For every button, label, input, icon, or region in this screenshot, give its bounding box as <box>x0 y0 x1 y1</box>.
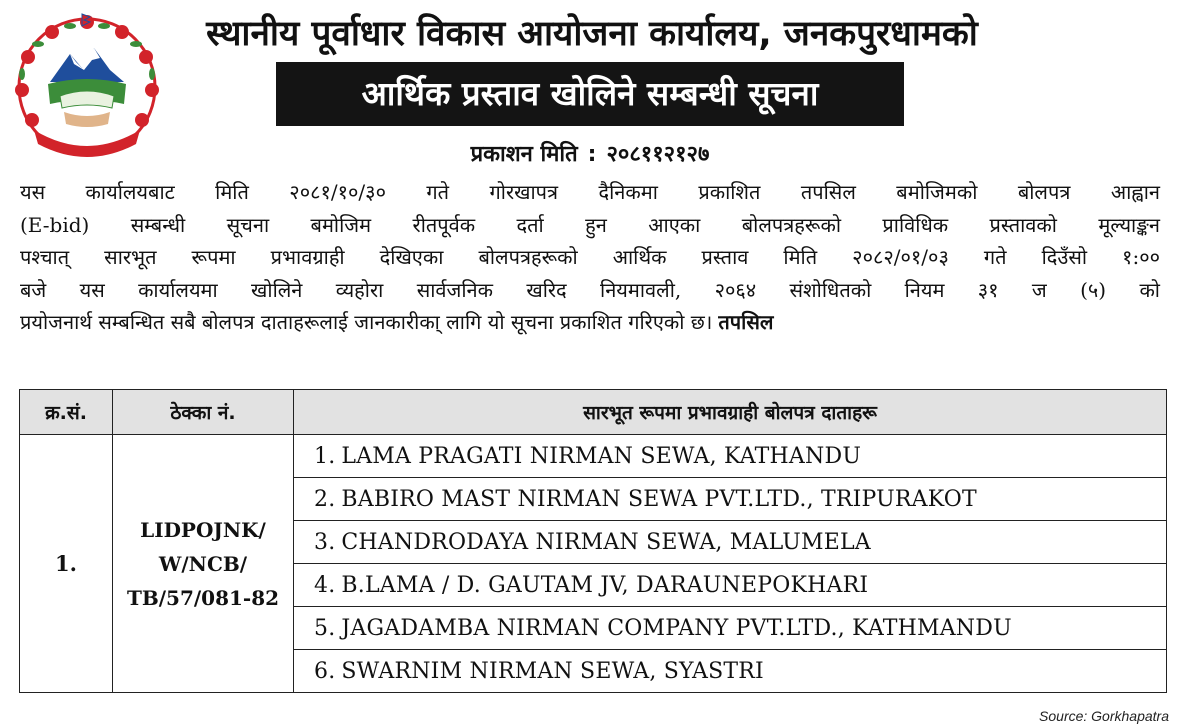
header-bidders: सारभूत रूपमा प्रभावग्राही बोलपत्र दाताहरू <box>294 390 1167 435</box>
publication-date-line <box>300 136 880 174</box>
bidder-number: 1. <box>314 443 336 469</box>
tapasil-label: तपसिल <box>718 310 774 334</box>
bidder-number: 6. <box>314 658 336 684</box>
bidder-number: 3. <box>314 529 336 555</box>
contract-number <box>113 435 294 693</box>
body-line: पश्चात् सारभूत रूपमा प्रभावग्राही देखिएका बोलपत्रहरूको आर्थिक प्रस्ताव मिति २०८२/०१/०३ गते दिउँसो १:०० <box>20 245 1160 269</box>
header-sn: क्र.सं. <box>20 390 113 435</box>
bidder-number: 2. <box>314 486 336 512</box>
bidder-number: 4. <box>314 572 336 598</box>
bidder-name: SWARNIM NIRMAN SEWA, SYASTRI <box>341 658 764 684</box>
contract-line: TB/57/081-82 <box>126 585 280 610</box>
notice-body <box>20 176 1160 339</box>
header-contract-no: ठेक्का नं. <box>113 390 294 435</box>
bidder-name: CHANDRODAYA NIRMAN SEWA, MALUMELA <box>341 529 871 555</box>
source-credit: Source: Gorkhapatra <box>1039 708 1169 724</box>
body-line: बजे यस कार्यालयमा खोलिने व्यहोरा सार्वजनिक खरिद नियमावली, २०६४ संशोधितको नियम ३१ ज (५) को <box>20 277 1160 302</box>
row-sn: 1. <box>20 435 113 693</box>
table-row <box>20 435 1167 478</box>
notice-title-banner: आर्थिक प्रस्ताव खोलिने सम्बन्धी सूचना <box>276 62 904 126</box>
bidders-table <box>19 389 1167 693</box>
office-title: स्थानीय पूर्वाधार विकास आयोजना कार्यालय, जनकपुरधामको <box>206 14 978 54</box>
body-line-last <box>20 306 1160 339</box>
bidder-name: B.LAMA / D. GAUTAM JV, DARAUNEPOKHARI <box>341 572 869 598</box>
body-line: यस कार्यालयबाट मिति २०८१/१०/३० गते गोरखापत्र दैनिकमा प्रकाशित तपसिल बमोजिमको बोलपत्र आह्वान <box>20 180 1160 204</box>
bidder-name: JAGADAMBA NIRMAN COMPANY PVT.LTD., KATHMANDU <box>341 615 1012 641</box>
bidder-item <box>294 650 1167 693</box>
colon-separator: : <box>587 142 597 167</box>
contract-line: LIDPOJNK/ <box>140 517 266 542</box>
bidder-item <box>294 478 1167 521</box>
body-line: (E-bid) सम्बन्धी सूचना बमोजिम रीतपूर्वक दर्ता हुन आएका बोलपत्रहरूको प्राविधिक प्रस्तावको मूल्याङ्कन <box>20 212 1160 237</box>
bidder-name: LAMA PRAGATI NIRMAN SEWA, KATHANDU <box>341 443 862 469</box>
table-header-row <box>20 390 1167 435</box>
contract-line: W/NCB/ <box>158 551 248 576</box>
bidder-item <box>294 435 1167 478</box>
nepal-emblem-icon <box>12 12 162 162</box>
body-line: प्रयोजनार्थ सम्बन्धित सबै बोलपत्र दाताहरूलाई जानकारीका् लागि यो सूचना प्रकाशित गरिएको छ। <box>20 310 713 334</box>
bidder-item <box>294 521 1167 564</box>
bidder-number: 5. <box>314 615 336 641</box>
bidder-item <box>294 564 1167 607</box>
bidder-name: BABIRO MAST NIRMAN SEWA PVT.LTD., TRIPURAKOT <box>341 486 977 512</box>
publication-date-label: प्रकाशन मिति <box>470 142 578 167</box>
publication-date-value: २०८११२१२७ <box>606 142 710 167</box>
bidder-item <box>294 607 1167 650</box>
